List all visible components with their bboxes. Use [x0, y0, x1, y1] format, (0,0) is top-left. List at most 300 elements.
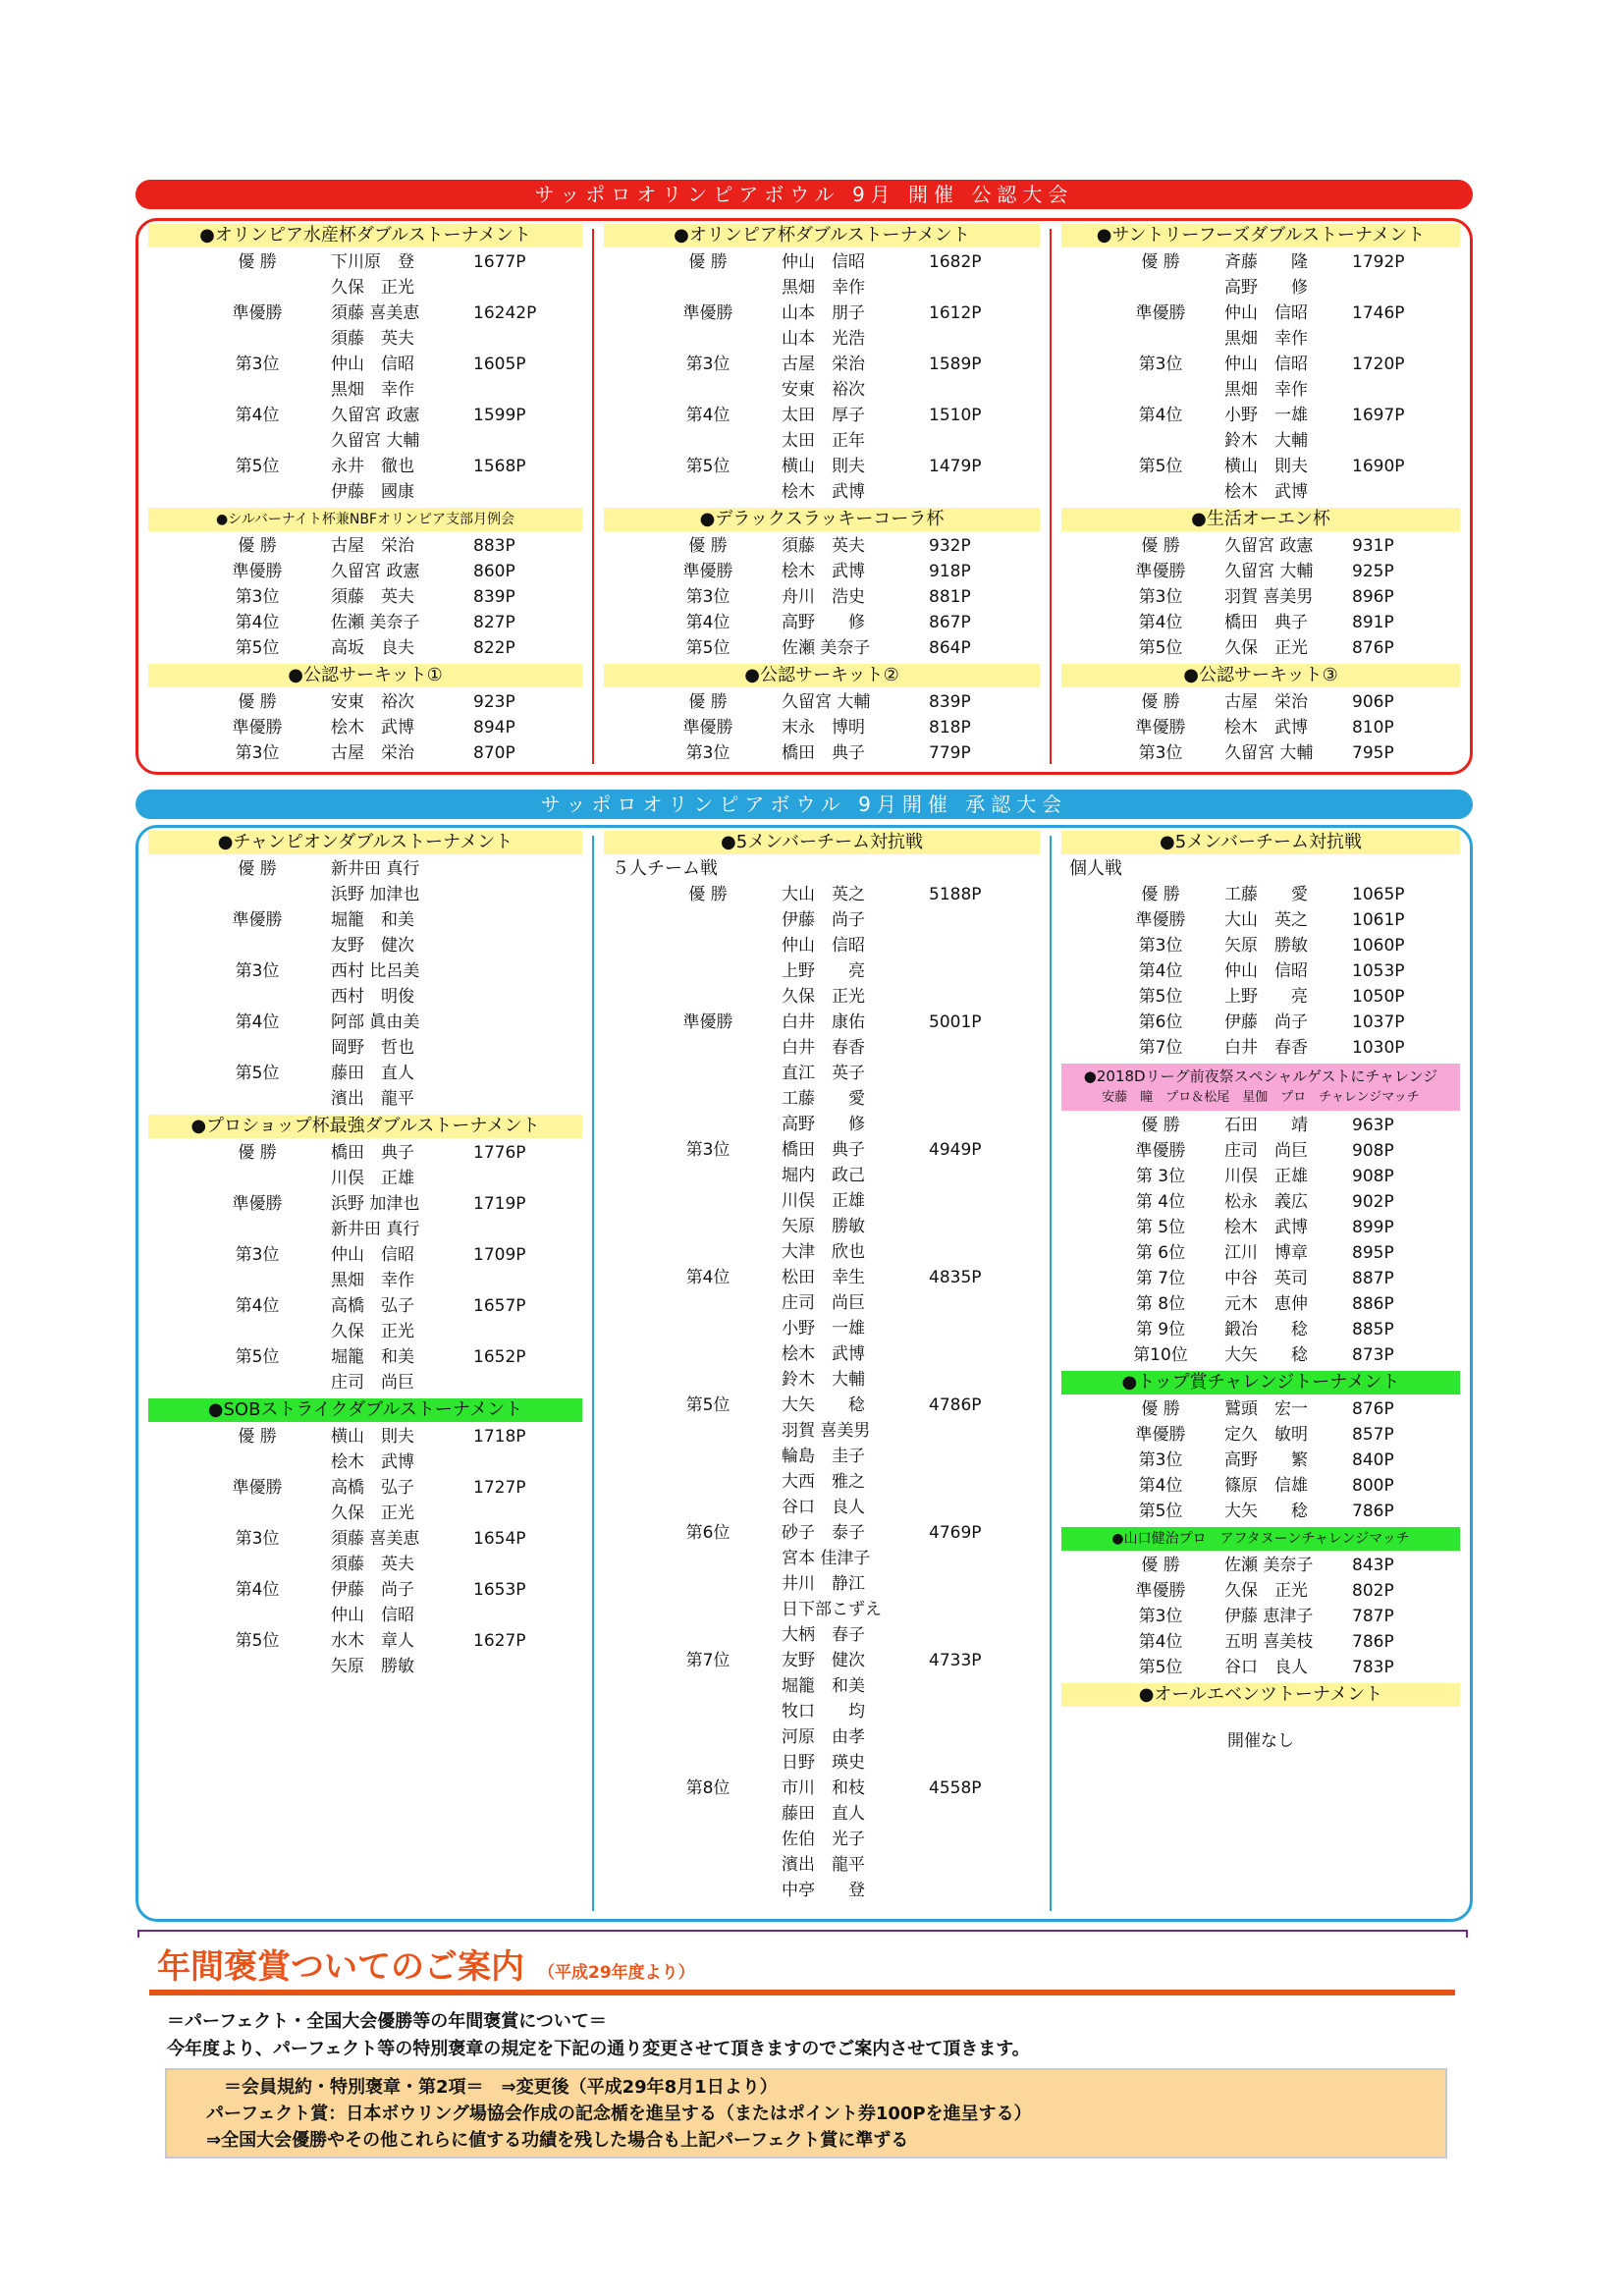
rank-label: 第3位: [685, 355, 730, 374]
result-row: [600, 326, 1044, 352]
player-name: 小野 一雄: [1224, 406, 1308, 425]
rank-label: 第5位: [1138, 987, 1183, 1007]
rank-label: 第4位: [235, 1296, 280, 1316]
player-name: 庄司 尚巨: [782, 1293, 865, 1313]
tournament-title: ●チャンピオンダブルストーナメント: [148, 831, 582, 854]
player-name: 岡野 哲也: [331, 1038, 414, 1058]
score-value: 873P: [1352, 1345, 1394, 1365]
player-name: 黒畑 幸作: [1224, 380, 1308, 400]
official-banner: サッポロオリンピアボウル 9月 開催 公認大会: [135, 180, 1473, 209]
rank-label: 第5位: [235, 1064, 280, 1083]
score-value: 1720P: [1352, 355, 1405, 374]
rank-label: 準優勝: [682, 303, 733, 323]
rank-label: 第 7位: [1135, 1269, 1186, 1288]
player-name: 日下部こずえ: [782, 1600, 882, 1619]
player-name: 仲山 信昭: [782, 936, 865, 956]
result-row: [1057, 1448, 1464, 1473]
result-row: [600, 882, 1044, 907]
tournament-section: [600, 831, 1044, 1903]
result-row: [144, 1217, 586, 1242]
player-name: 上野 亮: [1224, 987, 1308, 1007]
tournament-title: ●オールエベンツトーナメント: [1061, 1683, 1460, 1707]
player-name: 久留宮 大輔: [1224, 743, 1314, 763]
score-value: 867P: [929, 613, 971, 632]
rank-label: 第6位: [1138, 1012, 1183, 1032]
player-name: 下川原 登: [331, 252, 414, 272]
player-name: 高野 修: [782, 1115, 865, 1134]
rank-label: 第5位: [1138, 638, 1183, 658]
approved-results-box: [135, 825, 1473, 1922]
score-value: 795P: [1352, 743, 1394, 763]
result-row: [1057, 1215, 1464, 1240]
rank-label: 第7位: [685, 1651, 730, 1670]
player-name: 久留宮 大輔: [1224, 562, 1314, 581]
player-name: 谷口 良人: [1224, 1658, 1308, 1677]
rank-label: 第5位: [685, 1395, 730, 1415]
score-value: 1030P: [1352, 1038, 1405, 1058]
result-row: [1057, 1010, 1464, 1035]
score-value: 839P: [929, 692, 971, 712]
rank-label: 第5位: [685, 638, 730, 658]
player-name: 大柄 春子: [782, 1625, 865, 1645]
result-row: [144, 1293, 586, 1319]
result-row: [600, 1086, 1044, 1112]
score-value: 1627P: [473, 1631, 526, 1651]
result-row: [600, 907, 1044, 933]
tournament-title: ●5メンバーチーム対抗戦: [1061, 831, 1460, 854]
result-row: [144, 1475, 586, 1501]
tournament-section: [1057, 1527, 1464, 1680]
score-value: 839P: [473, 587, 515, 607]
player-name: 古屋 栄治: [331, 536, 414, 556]
result-row: [1057, 740, 1464, 766]
rank-label: 準優勝: [1135, 718, 1186, 738]
result-row: [1057, 1266, 1464, 1291]
notice-title-text: 年間褒賞ついてのご案内: [157, 1947, 524, 1987]
result-row: [1057, 907, 1464, 933]
score-value: 923P: [473, 692, 515, 712]
player-name: 山本 朋子: [782, 303, 865, 323]
player-name: 市川 和枝: [782, 1778, 865, 1798]
result-row: [144, 1319, 586, 1344]
result-row: [600, 352, 1044, 377]
result-row: [600, 689, 1044, 715]
result-row: [1057, 1396, 1464, 1422]
result-row: [600, 1852, 1044, 1878]
rank-label: 第3位: [235, 355, 280, 374]
player-name: 新井田 真行: [331, 859, 420, 879]
score-value: 1589P: [929, 355, 982, 374]
rank-label: 優 勝: [1141, 1399, 1180, 1419]
player-name: 庄司 尚巨: [1224, 1141, 1308, 1161]
score-value: 4835P: [929, 1268, 982, 1287]
score-value: 891P: [1352, 613, 1394, 632]
player-name: 古屋 栄治: [1224, 692, 1308, 712]
approved-column-3: [1052, 828, 1470, 1919]
result-row: [1057, 1553, 1464, 1578]
tournament-section: [600, 224, 1044, 505]
result-row: [1057, 275, 1464, 301]
player-name: 仲山 信昭: [331, 1606, 414, 1625]
notice-rule-line: ⇒全国大会優勝やその他これらに値する功績を残した場合も上記パーフェクト賞に準ずる: [206, 2130, 909, 2151]
rank-label: 第5位: [1138, 457, 1183, 476]
rank-label: 第 5位: [1135, 1218, 1186, 1237]
result-row: [600, 275, 1044, 301]
player-name: 大矢 稔: [1224, 1345, 1308, 1365]
player-name: 大西 雅之: [782, 1472, 865, 1492]
rank-label: 第5位: [1138, 1658, 1183, 1677]
rank-label: 第3位: [1138, 743, 1183, 763]
result-row: [1057, 1113, 1464, 1138]
score-value: 4769P: [929, 1523, 982, 1543]
player-name: 仲山 信昭: [1224, 355, 1308, 374]
player-name: 伊藤 國康: [331, 482, 414, 502]
result-row: [144, 907, 586, 933]
rank-label: 準優勝: [1135, 1425, 1186, 1445]
result-row: [600, 1137, 1044, 1163]
rank-label: 第3位: [1138, 587, 1183, 607]
score-value: 899P: [1352, 1218, 1394, 1237]
result-row: [600, 1239, 1044, 1265]
result-row: [144, 882, 586, 907]
result-row: [600, 559, 1044, 584]
result-row: [144, 689, 586, 715]
score-value: 1718P: [473, 1427, 526, 1447]
result-row: [600, 740, 1044, 766]
result-row: [1057, 689, 1464, 715]
score-value: 5188P: [929, 885, 982, 904]
rank-label: 優 勝: [1141, 692, 1180, 712]
rank-label: 第3位: [685, 1140, 730, 1160]
result-row: [144, 635, 586, 661]
tournament-title: ●プロショップ杯最強ダブルストーナメント: [148, 1115, 582, 1138]
rank-label: 第4位: [235, 1012, 280, 1032]
player-name: 須藤 英夫: [782, 536, 865, 556]
score-value: 1654P: [473, 1529, 526, 1549]
player-name: 砂子 泰子: [782, 1523, 865, 1543]
tournament-title: ●トップ賞チャレンジトーナメント: [1061, 1371, 1460, 1394]
result-row: [144, 715, 586, 740]
score-value: 16242P: [473, 303, 537, 323]
result-row: [600, 1367, 1044, 1393]
tournament-title: ●オリンピア水産杯ダブルストーナメント: [148, 224, 582, 247]
player-name: 石田 靖: [1224, 1116, 1308, 1135]
score-value: 1510P: [929, 406, 982, 425]
result-row: [600, 715, 1044, 740]
result-row: [600, 1801, 1044, 1827]
result-row: [144, 454, 586, 479]
player-name: 斉藤 隆: [1224, 252, 1308, 272]
result-row: [1057, 428, 1464, 454]
score-value: 840P: [1352, 1450, 1394, 1470]
result-row: [600, 1546, 1044, 1571]
official-column-3: [1052, 221, 1470, 772]
result-row: [600, 1648, 1044, 1673]
player-name: 高野 修: [1224, 278, 1308, 298]
result-row: [600, 1112, 1044, 1137]
result-row: [144, 326, 586, 352]
score-value: 1037P: [1352, 1012, 1405, 1032]
player-name: 安東 裕次: [331, 692, 414, 712]
player-name: 太田 厚子: [782, 406, 865, 425]
result-row: [144, 479, 586, 505]
tournament-section: [600, 508, 1044, 661]
result-row: [1057, 933, 1464, 958]
score-value: 5001P: [929, 1012, 982, 1032]
result-row: [144, 1010, 586, 1035]
rank-label: 優 勝: [238, 859, 277, 879]
result-row: [144, 1603, 586, 1628]
rank-label: 第3位: [235, 1245, 280, 1265]
result-row: [1057, 958, 1464, 984]
score-value: 786P: [1352, 1632, 1394, 1652]
score-value: 800P: [1352, 1476, 1394, 1496]
result-row: [144, 740, 586, 766]
result-row: [1057, 249, 1464, 275]
result-row: [600, 584, 1044, 610]
tournament-section: [1057, 1371, 1464, 1524]
score-value: 4558P: [929, 1778, 982, 1798]
rank-label: 第4位: [1138, 613, 1183, 632]
result-row: [1057, 635, 1464, 661]
player-name: 定久 敏明: [1224, 1425, 1308, 1445]
tournament-section: [144, 1115, 586, 1395]
approved-column-2: [594, 828, 1050, 1919]
result-row: [1057, 1473, 1464, 1499]
score-value: 1605P: [473, 355, 526, 374]
result-row: [600, 1724, 1044, 1750]
rank-label: 優 勝: [1141, 1556, 1180, 1575]
score-value: 1065P: [1352, 885, 1405, 904]
result-row: [600, 1444, 1044, 1469]
player-name: 友野 健次: [782, 1651, 865, 1670]
player-name: 伊藤 恵津子: [1224, 1607, 1314, 1626]
tournament-section: [1057, 508, 1464, 661]
score-value: 870P: [473, 743, 515, 763]
player-name: 工藤 愛: [782, 1089, 865, 1109]
rank-label: 第5位: [685, 457, 730, 476]
score-value: 1792P: [1352, 252, 1405, 272]
player-name: 大山 英之: [1224, 910, 1308, 930]
annual-award-notice: [137, 1930, 1468, 2159]
result-row: [600, 1495, 1044, 1520]
player-name: 古屋 栄治: [782, 355, 865, 374]
player-name: 藤田 直人: [782, 1804, 865, 1824]
player-name: 大矢 稔: [782, 1395, 865, 1415]
tournament-section: [144, 224, 586, 505]
player-name: 工藤 愛: [1224, 885, 1308, 904]
approved-column-1: [138, 828, 592, 1919]
player-name: 藤田 直人: [331, 1064, 414, 1083]
score-value: 1061P: [1352, 910, 1405, 930]
tournament-title: ●シルバーナイト杯兼NBFオリンピア支部月例会: [148, 508, 582, 531]
result-row: [144, 301, 586, 326]
official-column-1: [138, 221, 592, 772]
rank-label: 第 3位: [1135, 1167, 1186, 1186]
player-name: 庄司 尚巨: [331, 1373, 414, 1393]
rank-label: 第3位: [235, 587, 280, 607]
result-row: [1057, 1422, 1464, 1448]
result-row: [144, 352, 586, 377]
rank-label: 第4位: [685, 406, 730, 425]
rank-label: 準優勝: [232, 910, 283, 930]
rank-label: 優 勝: [1141, 536, 1180, 556]
player-name: 横山 則夫: [1224, 457, 1308, 476]
rank-label: 第 9位: [1135, 1320, 1186, 1339]
score-value: 885P: [1352, 1320, 1394, 1339]
result-row: [600, 1316, 1044, 1341]
score-value: 908P: [1352, 1141, 1394, 1161]
rank-label: 優 勝: [688, 252, 728, 272]
player-name: 江川 博章: [1224, 1243, 1308, 1263]
tournament-section: [144, 508, 586, 661]
tournament-section: [600, 664, 1044, 766]
score-value: 1697P: [1352, 406, 1405, 425]
player-name: 伊藤 尚子: [782, 910, 865, 930]
result-row: [1057, 403, 1464, 428]
player-name: 黒畑 幸作: [331, 380, 414, 400]
result-row: [1057, 1164, 1464, 1189]
player-name: 濱出 龍平: [331, 1089, 414, 1109]
player-name: 大矢 稔: [1224, 1502, 1308, 1521]
rank-label: 準優勝: [682, 718, 733, 738]
score-value: 787P: [1352, 1607, 1394, 1626]
player-name: 久留宮 大輔: [331, 431, 420, 451]
result-row: [600, 1699, 1044, 1724]
rank-label: 第 8位: [1135, 1294, 1186, 1314]
tournament-title: ●5メンバーチーム対抗戦: [604, 831, 1040, 854]
result-row: [600, 377, 1044, 403]
player-name: 久保 正光: [782, 987, 865, 1007]
player-name: 牧口 均: [782, 1702, 865, 1722]
rank-label: 第4位: [235, 406, 280, 425]
rank-label: 第3位: [1138, 936, 1183, 956]
tournament-header-box: [1061, 1064, 1460, 1111]
player-name: 桧木 武博: [782, 562, 865, 581]
rank-label: 優 勝: [688, 692, 728, 712]
result-row: [600, 1673, 1044, 1699]
rank-label: 第3位: [1138, 1450, 1183, 1470]
tournament-section: [1057, 224, 1464, 505]
division-label: ５人チーム戦: [612, 858, 718, 879]
rank-label: 準優勝: [232, 718, 283, 738]
player-name: 橋田 典子: [1224, 613, 1308, 632]
player-name: 永井 徹也: [331, 457, 414, 476]
notice-description: 今年度より、パーフェクト等の特別褒章の規定を下記の通り変更させて頂きますのでご案内させて頂きます。: [167, 2039, 1030, 2059]
rank-label: 第3位: [1138, 355, 1183, 374]
not-held-note: 開催なし: [1227, 1731, 1294, 1751]
player-name: 久保 正光: [1224, 638, 1308, 658]
score-value: 818P: [929, 718, 971, 738]
player-name: 黒畑 幸作: [1224, 329, 1308, 349]
result-row: [600, 428, 1044, 454]
score-value: 932P: [929, 536, 971, 556]
player-name: 久留宮 政憲: [331, 406, 420, 425]
score-value: 1682P: [929, 252, 982, 272]
rank-label: 優 勝: [1141, 1116, 1180, 1135]
score-value: 1599P: [473, 406, 526, 425]
tournament-title: ●公認サーキット③: [1061, 664, 1460, 687]
result-row: [600, 1010, 1044, 1035]
player-name: 友野 健次: [331, 936, 414, 956]
player-name: 松永 義広: [1224, 1192, 1308, 1212]
rank-label: 第4位: [1138, 961, 1183, 981]
score-value: 1709P: [473, 1245, 526, 1265]
result-row: [1057, 1240, 1464, 1266]
player-name: 堀籠 和美: [331, 910, 414, 930]
official-results-box: [135, 218, 1473, 775]
result-row: [600, 1597, 1044, 1622]
result-row: [600, 1393, 1044, 1418]
result-row: [144, 377, 586, 403]
result-row: [144, 958, 586, 984]
result-row: [1057, 1629, 1464, 1655]
result-row: [144, 1577, 586, 1603]
score-value: 887P: [1352, 1269, 1394, 1288]
score-value: 876P: [1352, 1399, 1394, 1419]
rank-label: 第3位: [235, 743, 280, 763]
rank-label: 優 勝: [238, 1427, 277, 1447]
player-name: 西村 明俊: [331, 987, 414, 1007]
result-row: [144, 1526, 586, 1552]
player-name: 鷲頭 宏一: [1224, 1399, 1308, 1419]
result-row: [1057, 715, 1464, 740]
result-row: [144, 584, 586, 610]
player-name: 元木 恵伸: [1224, 1294, 1308, 1314]
division-label: 個人戦: [1069, 858, 1122, 879]
result-row: [1057, 533, 1464, 559]
player-name: 宮本 佳津子: [782, 1549, 871, 1568]
rank-label: 第4位: [1138, 1632, 1183, 1652]
score-value: 1053P: [1352, 961, 1405, 981]
rank-label: 優 勝: [688, 885, 728, 904]
tournament-section: [144, 831, 586, 1112]
rank-label: 準優勝: [682, 562, 733, 581]
score-value: 822P: [473, 638, 515, 658]
tournament-title: ●オリンピア杯ダブルストーナメント: [604, 224, 1040, 247]
result-row: [600, 533, 1044, 559]
result-row: [600, 1214, 1044, 1239]
score-value: 1746P: [1352, 303, 1405, 323]
result-row: [144, 1191, 586, 1217]
result-row: [144, 1370, 586, 1395]
result-row: [600, 1750, 1044, 1776]
player-name: 濱出 龍平: [782, 1855, 865, 1875]
result-row: [144, 1344, 586, 1370]
player-name: 羽賀 喜美男: [782, 1421, 871, 1441]
player-name: 矢原 勝敏: [782, 1217, 865, 1236]
result-row: [1057, 1317, 1464, 1342]
rank-label: 優 勝: [1141, 885, 1180, 904]
rank-label: 第5位: [235, 638, 280, 658]
score-value: 4949P: [929, 1140, 982, 1160]
result-row: [600, 1571, 1044, 1597]
player-name: 久保 正光: [331, 1322, 414, 1341]
player-name: 桧木 武博: [1224, 718, 1308, 738]
player-name: 久留宮 大輔: [782, 692, 871, 712]
player-name: 久保 正光: [331, 278, 414, 298]
rank-label: 優 勝: [238, 536, 277, 556]
player-name: 仲山 信昭: [1224, 961, 1308, 981]
player-name: 白井 春香: [782, 1038, 865, 1058]
player-name: 仲山 信昭: [1224, 303, 1308, 323]
player-name: 羽賀 喜美男: [1224, 587, 1314, 607]
player-name: 川俣 正雄: [782, 1191, 865, 1211]
result-row: [1057, 1035, 1464, 1061]
result-row: [144, 1061, 586, 1086]
player-name: 末永 博明: [782, 718, 865, 738]
notice-title-note: （平成29年度より）: [538, 1963, 695, 1983]
